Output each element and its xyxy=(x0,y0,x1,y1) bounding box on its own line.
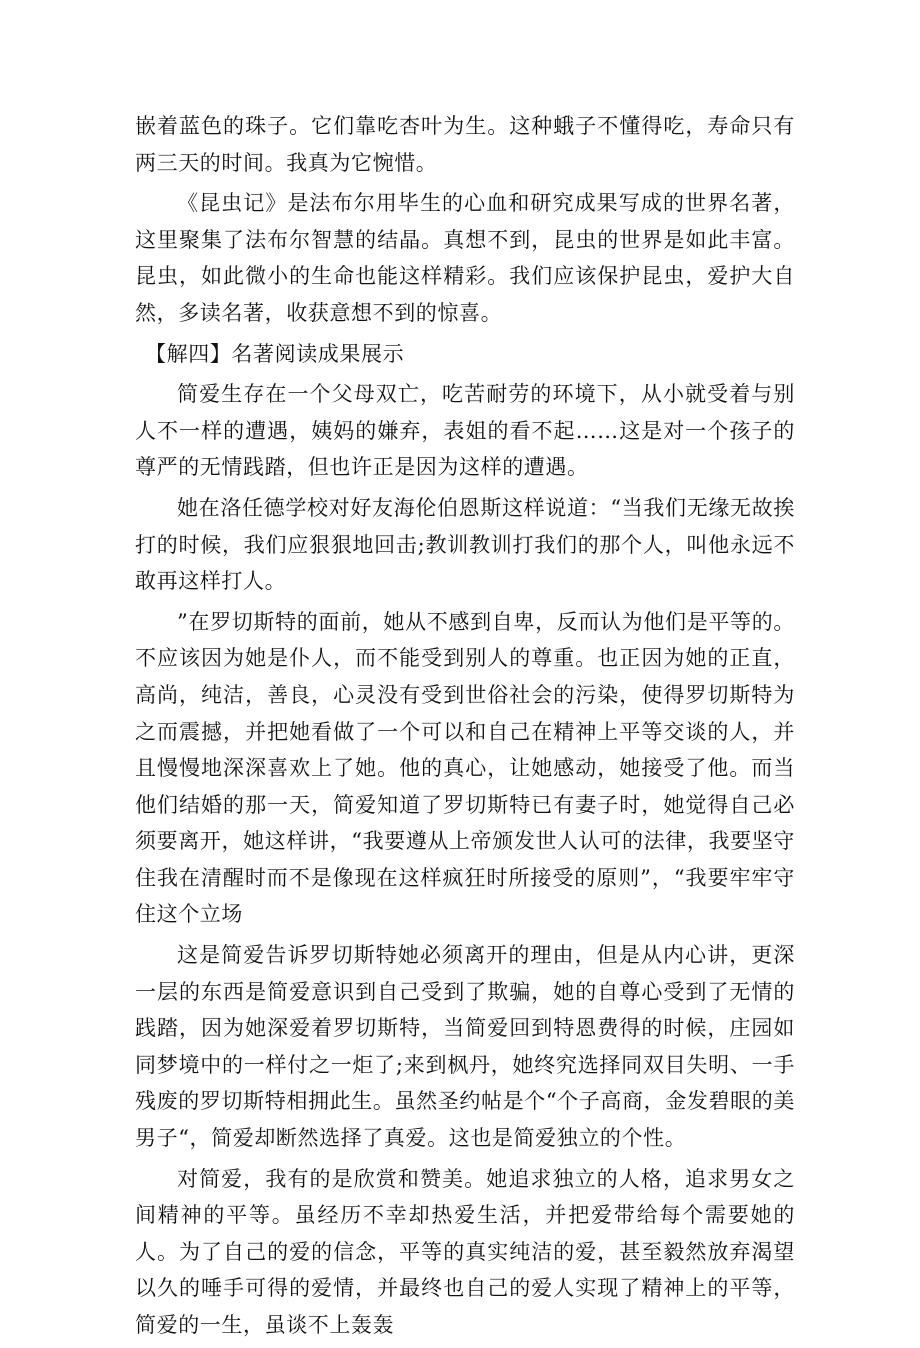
paragraph-6: 这是简爱告诉罗切斯特她必须离开的理由，但是从内心讲，更深一层的东西是简爱意识到自己受到了欺骗，她的自尊心受到了无情的践踏，因为她深爱着罗切斯特，当简爱回到特恩费得的时候，庄园如同梦境中的一样付之一炬了;来到枫丹，她终究选择同双目失明、一手残废的罗切斯特相拥此生。虽然圣约帖是个“个子高商，金发碧眼的美男子“，简爱却断然选择了真爱。这也是简爱独立的个性。 xyxy=(135,943,795,1151)
section-heading: 【解四】名著阅读成果展示 xyxy=(145,341,405,366)
paragraph-5: ”在罗切斯特的面前，她从不感到自卑，反而认为他们是平等的。不应该因为她是仆人，而不能受到别人的尊重。也正因为她的正直，高尚，纯洁，善良，心灵没有受到世俗社会的污染，使得罗切斯特为之而震撼，并把她看做了一个可以和自己在精神上平等交谈的人，并且慢慢地深深喜欢上了她。他的真心，让她感动，她接受了他。而当他们结婚的那一天，简爱知道了罗切斯特已有妻子时，她觉得自己必须要离开，她这样讲，“我要遵从上帝颁发世人认可的法律，我要坚守住我在清醒时而不是像现在这样疯狂时所接受的原则”，“我要牢牢守住这个立场 xyxy=(135,609,795,927)
paragraph-2: 《昆虫记》是法布尔用毕生的心血和研究成果写成的世界名著，这里聚集了法布尔智慧的结晶。真想不到，昆虫的世界是如此丰富。昆虫，如此微小的生命也能这样精彩。我们应该保护昆虫，爱护大自然，多读名著，收获意想不到的惊喜。 xyxy=(135,191,795,325)
paragraph-1: 嵌着蓝色的珠子。它们靠吃杏叶为生。这种蛾子不懂得吃，寿命只有两三天的时间。我真为它惋惜。 xyxy=(135,114,795,175)
paragraph-7: 对简爱，我有的是欣赏和赞美。她追求独立的人格，追求男女之间精神的平等。虽经历不幸却热爱生活，并把爱带给每个需要她的人。为了自己的爱的信念，平等的真实纯洁的爱，甚至毅然放弃渴望以久的唾手可得的爱情，并最终也自己的爱人实现了精神上的平等，简爱的一生，虽谈不上轰轰 xyxy=(135,1166,795,1337)
paragraph-3: 简爱生存在一个父母双亡，吃苦耐劳的环境下，从小就受着与别人不一样的遭遇，姨妈的嫌弃，表姐的看不起……这是对一个孩子的尊严的无情践踏，但也许正是因为这样的遭遇。 xyxy=(135,382,795,480)
document-body xyxy=(135,108,795,1348)
paragraph-4: 她在洛任德学校对好友海伦伯恩斯这样说道：“当我们无缘无故挨打的时候，我们应狠狠地回击;教训教训打我们的那个人，叫他永远不敢再这样打人。 xyxy=(135,495,795,594)
